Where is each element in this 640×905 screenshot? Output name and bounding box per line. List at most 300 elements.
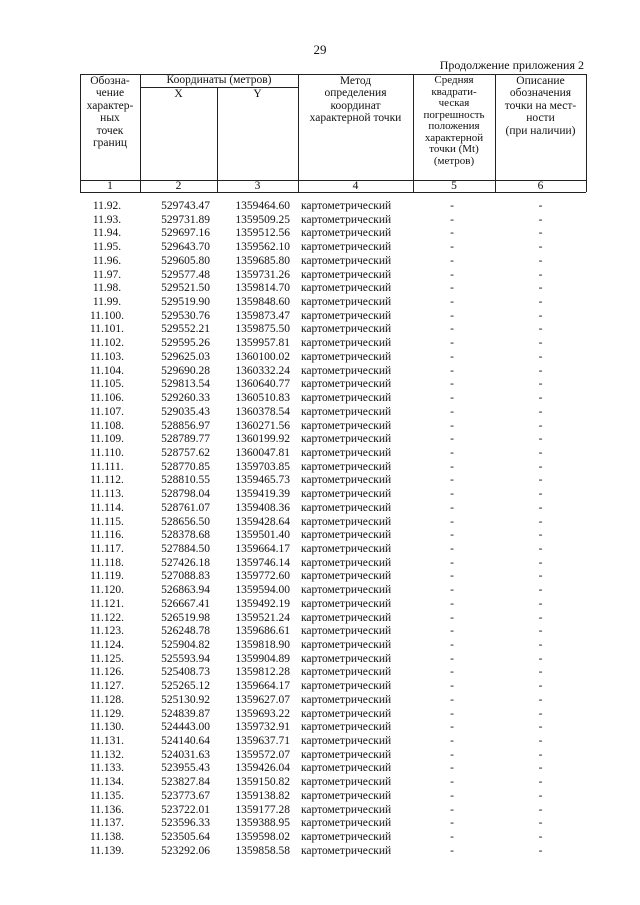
method: картометрический — [301, 625, 392, 638]
method: картометрический — [301, 748, 392, 761]
y-coordinate: 1360100.02 — [235, 350, 290, 363]
x-coordinate: 524031.63 — [161, 748, 210, 761]
error-value: - — [450, 735, 454, 748]
description: - — [538, 309, 543, 322]
x-coordinate: 529643.70 — [161, 241, 210, 254]
table-row — [80, 502, 586, 516]
description: - — [538, 639, 543, 651]
y-coordinate: 1359664.17 — [235, 542, 290, 555]
point-id: 11.133. — [89, 762, 125, 775]
table-row — [80, 241, 586, 255]
description: - — [538, 542, 543, 555]
table-row — [80, 831, 586, 845]
y-coordinate: 1360047.81 — [235, 446, 290, 459]
description: - — [538, 652, 543, 665]
error-value: - — [450, 762, 454, 775]
method: картометрический — [301, 803, 392, 816]
x-coordinate: 529577.48 — [161, 268, 210, 281]
y-coordinate: 1360378.54 — [235, 405, 290, 418]
x-coordinate: 525904.82 — [161, 639, 210, 651]
error-value: - — [450, 419, 454, 432]
description: - — [538, 611, 543, 624]
method: картометрический — [301, 844, 392, 857]
error-value: - — [450, 405, 454, 418]
x-coordinate: 526248.78 — [161, 625, 210, 638]
table-row — [80, 516, 586, 530]
point-id: 11.124. — [89, 639, 125, 651]
description: - — [538, 721, 543, 734]
header-method: Метод определения координат характерной точки — [309, 75, 402, 125]
error-value: - — [450, 337, 454, 350]
description: - — [538, 776, 543, 789]
method: картометрический — [301, 639, 392, 651]
y-coordinate: 1359685.80 — [235, 254, 290, 267]
y-coordinate: 1359848.60 — [235, 296, 290, 309]
point-id: 11.112. — [90, 474, 124, 487]
point-id: 11.136. — [89, 803, 125, 816]
x-coordinate: 529530.76 — [161, 309, 210, 322]
y-coordinate: 1359521.24 — [235, 611, 290, 624]
method: картометрический — [301, 721, 392, 734]
method: картометрический — [301, 611, 392, 624]
point-id: 11.121. — [89, 597, 125, 610]
x-coordinate: 528810.55 — [161, 474, 210, 487]
table-row — [80, 323, 586, 337]
table-row — [80, 351, 586, 365]
table-row — [80, 584, 586, 598]
method: картометрический — [301, 433, 392, 446]
table-row — [80, 680, 586, 694]
point-id: 11.131. — [89, 735, 125, 748]
table-row — [80, 543, 586, 557]
description: - — [538, 762, 543, 775]
y-coordinate: 1359509.25 — [235, 213, 290, 226]
point-id: 11.116. — [90, 529, 124, 542]
table-row — [80, 694, 586, 708]
x-coordinate: 529552.21 — [161, 323, 210, 336]
coordinates-table-body — [80, 200, 586, 859]
method: картометрический — [301, 460, 392, 473]
table-row — [80, 790, 586, 804]
point-id: 11.113. — [90, 488, 124, 501]
description: - — [538, 254, 543, 267]
x-coordinate: 529595.26 — [161, 337, 210, 350]
description: - — [538, 433, 543, 446]
point-id: 11.134. — [89, 776, 125, 789]
x-coordinate: 529697.16 — [161, 227, 210, 240]
x-coordinate: 528770.85 — [161, 460, 210, 473]
error-value: - — [450, 501, 454, 514]
description: - — [538, 584, 543, 597]
description: - — [538, 213, 543, 226]
header-col-number: 2 — [175, 180, 182, 192]
table-row — [80, 721, 586, 735]
point-id: 11.97. — [92, 268, 122, 281]
point-id: 11.96. — [92, 254, 122, 267]
method: картометрический — [301, 309, 392, 322]
point-id: 11.103. — [89, 350, 125, 363]
x-coordinate: 526667.41 — [161, 597, 210, 610]
error-value: - — [450, 282, 454, 295]
error-value: - — [450, 803, 454, 816]
point-id: 11.120. — [89, 584, 125, 597]
point-id: 11.118. — [90, 556, 124, 569]
description: - — [538, 446, 543, 459]
point-id: 11.135. — [89, 789, 125, 802]
description: - — [538, 789, 543, 802]
x-coordinate: 524443.00 — [161, 721, 210, 734]
header-col-number: 4 — [352, 180, 359, 192]
method: картометрический — [301, 405, 392, 418]
x-coordinate: 525130.92 — [161, 693, 210, 706]
point-id: 11.137. — [89, 817, 125, 830]
description: - — [538, 831, 543, 844]
error-value: - — [450, 625, 454, 638]
error-value: - — [450, 474, 454, 487]
description: - — [538, 844, 543, 857]
error-value: - — [450, 488, 454, 501]
y-coordinate: 1359731.26 — [235, 268, 290, 281]
x-coordinate: 528761.07 — [161, 501, 210, 514]
point-id: 11.119. — [90, 570, 124, 583]
y-coordinate: 1359875.50 — [235, 323, 290, 336]
y-coordinate: 1359812.28 — [235, 666, 290, 679]
x-coordinate: 528856.97 — [161, 419, 210, 432]
point-id: 11.107. — [89, 405, 125, 418]
point-id: 11.122. — [89, 611, 125, 624]
error-value: - — [450, 831, 454, 844]
error-value: - — [450, 584, 454, 597]
error-value: - — [450, 789, 454, 802]
table-row — [80, 735, 586, 749]
method: картометрический — [301, 762, 392, 775]
table-row — [80, 666, 586, 680]
error-value: - — [450, 666, 454, 679]
header-coordinates: Координаты (метров) — [166, 74, 272, 86]
error-value: - — [450, 213, 454, 226]
description: - — [538, 817, 543, 830]
error-value: - — [450, 268, 454, 281]
y-coordinate: 1360199.92 — [235, 433, 290, 446]
error-value: - — [450, 817, 454, 830]
table-header — [80, 74, 586, 192]
y-coordinate: 1359388.95 — [235, 817, 290, 830]
method: картометрический — [301, 227, 392, 240]
point-id: 11.114. — [90, 501, 124, 514]
method: картометрический — [301, 831, 392, 844]
point-id: 11.101. — [89, 323, 125, 336]
table-row — [80, 433, 586, 447]
x-coordinate: 523827.84 — [161, 776, 210, 789]
point-id: 11.138. — [89, 831, 125, 844]
header-point-designation: Обозна- чение характер- ных точек границ — [86, 75, 134, 150]
x-coordinate: 523596.33 — [161, 817, 210, 830]
y-coordinate: 1359501.40 — [235, 529, 290, 542]
y-coordinate: 1359904.89 — [235, 652, 290, 665]
error-value: - — [450, 241, 454, 254]
description: - — [538, 241, 543, 254]
method: картометрический — [301, 419, 392, 432]
description: - — [538, 666, 543, 679]
table-row — [80, 612, 586, 626]
y-coordinate: 1360640.77 — [235, 378, 290, 391]
x-coordinate: 523292.06 — [161, 844, 210, 857]
header-x: X — [174, 88, 183, 100]
error-value: - — [450, 776, 454, 789]
description: - — [538, 680, 543, 693]
table-row — [80, 447, 586, 461]
header-description: Описание обозначения точки на мест- ности (при наличии) — [504, 75, 577, 137]
description: - — [538, 501, 543, 514]
point-id: 11.109. — [89, 433, 125, 446]
method: картометрический — [301, 474, 392, 487]
method: картометрический — [301, 200, 392, 212]
error-value: - — [450, 652, 454, 665]
description: - — [538, 515, 543, 528]
x-coordinate: 529625.03 — [161, 350, 210, 363]
x-coordinate: 529690.28 — [161, 364, 210, 377]
header-y: Y — [253, 88, 262, 100]
table-row — [80, 310, 586, 324]
error-value: - — [450, 460, 454, 473]
point-id: 11.115. — [90, 515, 124, 528]
description: - — [538, 460, 543, 473]
table-row — [80, 296, 586, 310]
point-id: 11.111. — [90, 460, 124, 473]
table-row — [80, 762, 586, 776]
point-id: 11.95. — [92, 241, 122, 254]
description: - — [538, 529, 543, 542]
description: - — [538, 570, 543, 583]
error-value: - — [450, 515, 454, 528]
x-coordinate: 524839.87 — [161, 707, 210, 720]
error-value: - — [450, 350, 454, 363]
y-coordinate: 1360332.24 — [235, 364, 290, 377]
point-id: 11.92. — [92, 200, 122, 212]
point-id: 11.129. — [89, 707, 125, 720]
y-coordinate: 1359177.28 — [235, 803, 290, 816]
point-id: 11.98. — [92, 282, 122, 295]
error-value: - — [450, 227, 454, 240]
method: картометрический — [301, 570, 392, 583]
error-value: - — [450, 323, 454, 336]
y-coordinate: 1359818.90 — [235, 639, 290, 651]
x-coordinate: 523773.67 — [161, 789, 210, 802]
x-coordinate: 529605.80 — [161, 254, 210, 267]
error-value: - — [450, 556, 454, 569]
method: картометрический — [301, 652, 392, 665]
method: картометрический — [301, 337, 392, 350]
x-coordinate: 523955.43 — [161, 762, 210, 775]
description: - — [538, 350, 543, 363]
x-coordinate: 525593.94 — [161, 652, 210, 665]
error-value: - — [450, 707, 454, 720]
method: картометрический — [301, 597, 392, 610]
y-coordinate: 1359428.64 — [235, 515, 290, 528]
x-coordinate: 529743.47 — [161, 200, 210, 212]
description: - — [538, 268, 543, 281]
point-id: 11.94. — [92, 227, 122, 240]
method: картометрический — [301, 515, 392, 528]
table-row — [80, 557, 586, 571]
table-row — [80, 749, 586, 763]
point-id: 11.139. — [89, 844, 125, 857]
error-value: - — [450, 364, 454, 377]
method: картометрический — [301, 392, 392, 405]
point-id: 11.128. — [89, 693, 125, 706]
error-value: - — [450, 378, 454, 391]
error-value: - — [450, 597, 454, 610]
error-value: - — [450, 433, 454, 446]
table-row — [80, 804, 586, 818]
method: картометрический — [301, 584, 392, 597]
method: картометрический — [301, 542, 392, 555]
description: - — [538, 474, 543, 487]
description: - — [538, 364, 543, 377]
point-id: 11.117. — [90, 542, 124, 555]
y-coordinate: 1359492.19 — [235, 597, 290, 610]
description: - — [538, 227, 543, 240]
error-value: - — [450, 844, 454, 857]
method: картометрический — [301, 323, 392, 336]
x-coordinate: 529731.89 — [161, 213, 210, 226]
error-value: - — [450, 721, 454, 734]
header-error: Средняя квадрати- ческая погрешность положения характерной точки (Mt) (метров) — [423, 74, 485, 167]
method: картометрический — [301, 364, 392, 377]
error-value: - — [450, 200, 454, 212]
y-coordinate: 1359873.47 — [235, 309, 290, 322]
description: - — [538, 625, 543, 638]
description: - — [538, 597, 543, 610]
method: картометрический — [301, 350, 392, 363]
point-id: 11.132. — [89, 748, 125, 761]
y-coordinate: 1359858.58 — [235, 844, 290, 857]
y-coordinate: 1359598.02 — [235, 831, 290, 844]
y-coordinate: 1359426.04 — [235, 762, 290, 775]
error-value: - — [450, 748, 454, 761]
continuation-note: Продолжение приложения 2 — [439, 58, 584, 72]
method: картометрический — [301, 268, 392, 281]
y-coordinate: 1359627.07 — [235, 693, 290, 706]
description: - — [538, 556, 543, 569]
y-coordinate: 1359772.60 — [235, 570, 290, 583]
table-row — [80, 817, 586, 831]
y-coordinate: 1359464.60 — [235, 200, 290, 212]
table-row — [80, 392, 586, 406]
y-coordinate: 1359693.22 — [235, 707, 290, 720]
table-row — [80, 365, 586, 379]
error-value: - — [450, 639, 454, 651]
method: картометрический — [301, 776, 392, 789]
error-value: - — [450, 309, 454, 322]
y-coordinate: 1359465.73 — [235, 474, 290, 487]
method: картометрический — [301, 735, 392, 748]
method: картометрический — [301, 488, 392, 501]
description: - — [538, 378, 543, 391]
point-id: 11.126. — [89, 666, 125, 679]
x-coordinate: 526519.98 — [161, 611, 210, 624]
description: - — [538, 488, 543, 501]
error-value: - — [450, 693, 454, 706]
point-id: 11.125. — [89, 652, 125, 665]
x-coordinate: 528656.50 — [161, 515, 210, 528]
y-coordinate: 1359408.36 — [235, 501, 290, 514]
error-value: - — [450, 611, 454, 624]
method: картометрический — [301, 254, 392, 267]
point-id: 11.106. — [89, 392, 125, 405]
description: - — [538, 748, 543, 761]
method: картометрический — [301, 446, 392, 459]
y-coordinate: 1359150.82 — [235, 776, 290, 789]
header-col-number: 1 — [107, 180, 113, 192]
description: - — [538, 735, 543, 748]
method: картометрический — [301, 501, 392, 514]
x-coordinate: 529260.33 — [161, 392, 210, 405]
page-number: 29 — [313, 42, 327, 57]
table-row — [80, 708, 586, 722]
y-coordinate: 1359594.00 — [235, 584, 290, 597]
point-id: 11.110. — [90, 446, 124, 459]
x-coordinate: 527088.83 — [161, 570, 210, 583]
y-coordinate: 1359703.85 — [235, 460, 290, 473]
error-value: - — [450, 529, 454, 542]
y-coordinate: 1359512.56 — [235, 227, 290, 240]
method: картометрический — [301, 789, 392, 802]
table-row — [80, 570, 586, 584]
table-row — [80, 378, 586, 392]
table-row — [80, 337, 586, 351]
table-row — [80, 474, 586, 488]
x-coordinate: 527426.18 — [161, 556, 210, 569]
y-coordinate: 1359746.14 — [235, 556, 290, 569]
x-coordinate: 523505.64 — [161, 831, 210, 844]
point-id: 11.127. — [89, 680, 125, 693]
table-row — [80, 269, 586, 283]
y-coordinate: 1359957.81 — [235, 337, 290, 350]
y-coordinate: 1359664.17 — [235, 680, 290, 693]
description: - — [538, 693, 543, 706]
y-coordinate: 1359686.61 — [235, 625, 290, 638]
method: картометрический — [301, 529, 392, 542]
table-row — [80, 845, 586, 859]
method: картометрический — [301, 213, 392, 226]
point-id: 11.123. — [89, 625, 125, 638]
point-id: 11.105. — [89, 378, 125, 391]
table-row — [80, 282, 586, 296]
table-row — [80, 255, 586, 269]
y-coordinate: 1359814.70 — [235, 282, 290, 295]
table-row — [80, 488, 586, 502]
method: картометрический — [301, 378, 392, 391]
y-coordinate: 1359138.82 — [235, 789, 290, 802]
table-row — [80, 598, 586, 612]
description: - — [538, 296, 543, 309]
description: - — [538, 323, 543, 336]
table-row — [80, 200, 586, 214]
error-value: - — [450, 392, 454, 405]
x-coordinate: 529813.54 — [161, 378, 210, 391]
table-row — [80, 214, 586, 228]
description: - — [538, 803, 543, 816]
table-row — [80, 653, 586, 667]
point-id: 11.104. — [89, 364, 125, 377]
description: - — [538, 337, 543, 350]
description: - — [538, 392, 543, 405]
x-coordinate: 529519.90 — [161, 296, 210, 309]
method: картометрический — [301, 282, 392, 295]
table-row — [80, 227, 586, 241]
table-row — [80, 639, 586, 653]
